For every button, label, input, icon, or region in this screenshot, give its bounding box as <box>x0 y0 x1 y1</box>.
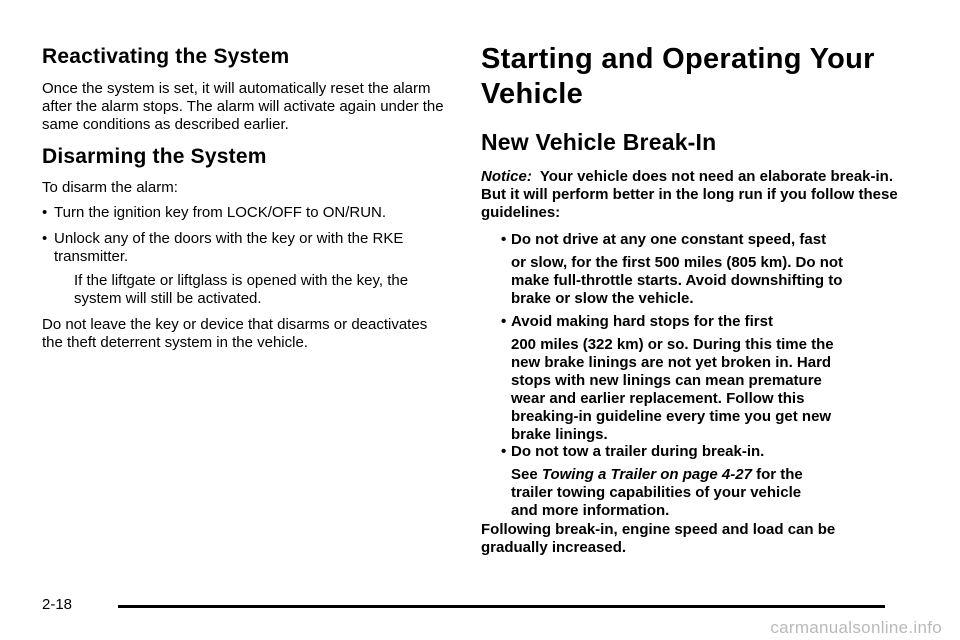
disarm-note: If the liftgate or liftglass is opened with the key, the system will still be activated. <box>74 272 409 307</box>
breakin-closing: Following break-in, engine speed and load can be gradually increased. <box>481 521 836 556</box>
reactivating-heading: Reactivating the System <box>42 45 290 68</box>
watermark: carmanualsonline.info <box>770 618 942 637</box>
footer-rule <box>118 605 885 608</box>
disarming-heading: Disarming the System <box>42 145 267 168</box>
breakin-bullet-1 <box>481 231 931 308</box>
breakin-bullet-1-first: Do not drive at any one constant speed, fast <box>511 231 827 248</box>
breakin-bullet-3-body <box>511 466 811 520</box>
disarm-bullet-1 <box>22 204 494 222</box>
breakin-bullet-2-first: Avoid making hard stops for the first <box>511 313 773 330</box>
towing-reference-link[interactable]: Towing a Trailer on page 4-27 <box>541 466 752 483</box>
disarm-bullet-2 <box>22 230 462 266</box>
break-in-heading: New Vehicle Break-In <box>481 129 717 155</box>
disarm-bullet-2-text: Unlock any of the doors with the key or with the RKE transmitter. <box>54 230 404 265</box>
bullet-dot-icon: • <box>501 231 507 248</box>
reactivating-text: Once the system is set, it will automatically reset the alarm after the alarm stops. The alarm will activate again under the same conditions as described earlier. <box>42 80 444 133</box>
ref-tail: for the trailer towing capabilities of your vehicle and more information. <box>511 466 803 519</box>
see-word: See <box>511 466 538 483</box>
page-number: 2-18 <box>42 596 73 613</box>
disarming-intro: To disarm the alarm: <box>42 179 178 196</box>
notice-paragraph <box>481 168 906 222</box>
bullet-dot-icon: • <box>501 443 507 460</box>
breakin-bullet-2-rest: 200 miles (322 km) or so. During this time the new brake linings are not yet broken in. Hard stops with new linings can mean premature wear and earlier replacement. Follow this breaking-in guideline every time you get new brake linings. <box>511 336 834 443</box>
chapter-title: Starting and Operating Your Vehicle <box>481 43 875 110</box>
notice-text: Your vehicle does not need an elaborate break-in. But it will perform better in the long run if you follow these guidelines: <box>481 168 898 221</box>
breakin-bullet-3-first: Do not tow a trailer during break-in. <box>511 443 765 460</box>
bullet-dot-icon: • <box>42 230 48 247</box>
breakin-bullet-1-rest: or slow, for the first 500 miles (805 km). Do not make full-throttle starts. Avoid downshifting to brake or slow the vehicle. <box>511 254 844 307</box>
disarm-bullet-1-text: Turn the ignition key from LOCK/OFF to ON/RUN. <box>54 204 387 221</box>
breakin-bullet-3 <box>481 443 931 520</box>
bullet-dot-icon: • <box>501 313 507 330</box>
breakin-bullet-2 <box>481 313 931 444</box>
bullet-dot-icon: • <box>42 204 48 221</box>
notice-label: Notice: <box>481 168 532 185</box>
disarm-closing: Do not leave the key or device that disarms or deactivates the theft deterrent system in the vehicle. <box>42 316 428 351</box>
